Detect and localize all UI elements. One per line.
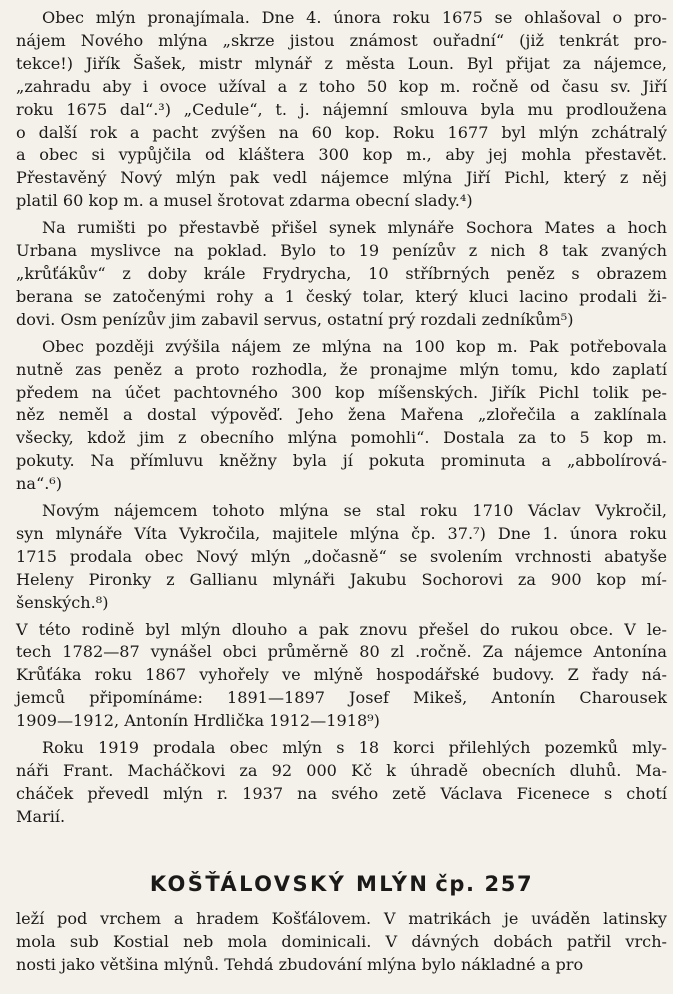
text-line: předem na účet pachtovného 300 kop míšenských. Jiřík Pichl tolik pe-	[16, 382, 667, 402]
text-line: syn mlynáře Víta Vykročila, majitele mlýna čp. 37.⁷) Dne 1. února roku	[16, 523, 667, 543]
text-line: mola sub Kostial neb mola dominicali. V dávných dobách patřil vrch-	[16, 931, 667, 951]
text-line: a obec si vypůjčila od kláštera 300 kop m., aby jej mohla přestavět.	[16, 145, 667, 165]
paragraph	[16, 500, 667, 615]
text-line: o další rok a pacht zvýšen na 60 kop. Roku 1677 byl mlýn zchátralý	[16, 122, 667, 142]
text-line: něz neměl a dostal výpověď. Jeho žena Mařena „zlořečila a zaklínala	[16, 405, 667, 425]
text-line: dovi. Osm penízův jim zabavil servus, ostatní prý rozdali zedníkům⁵)	[16, 309, 574, 329]
text-line: šenských.⁸)	[16, 592, 109, 612]
text-line: berana se zatočenými rohy a 1 český tolar, který kluci lacino prodali ži-	[16, 286, 667, 306]
text-line: nájem Nového mlýna „skrze jistou známost ouřadní“ (již tenkrát pro-	[16, 30, 667, 50]
section-title: KOŠŤÁLOVSKÝ MLÝN	[149, 871, 430, 896]
text-line: pokuty. Na přímluvu kněžny byla jí pokuta prominuta a „abbolírová-	[16, 451, 667, 471]
paragraph	[16, 336, 667, 496]
text-line: Na rumišti po přestavbě přišel synek mlynáře Sochora Mates a hoch	[42, 218, 667, 238]
text-line: všecky, kdož jim z obecního mlýna pomohli“. Dostala za to 5 kop m.	[16, 428, 667, 448]
text-line: Heleny Pironky z Gallianu mlynáři Jakubu Sochorovi za 900 kop mí-	[16, 569, 667, 589]
text-line: jemců připomínáme: 1891—1897 Josef Mikeš, Antonín Charousek	[16, 688, 667, 708]
text-line: na“.⁶)	[16, 474, 63, 494]
text-line: Obec mlýn pronajímala. Dne 4. února roku 1675 se ohlašoval o pro-	[42, 8, 667, 27]
text-line: náři Frant. Macháčkovi za 92 000 Kč k úhradě obecních dluhů. Ma-	[16, 761, 667, 780]
paragraph	[16, 908, 667, 977]
text-line: leží pod vrchem a hradem Košťálovem. V matrikách je uváděn latinsky	[16, 908, 667, 928]
text-line: Obec později zvýšila nájem ze mlýna na 100 kop m. Pak potřebovala	[42, 336, 667, 356]
text-line: Roku 1919 prodala obec mlýn s 18 korci přilehlých pozemků mly-	[42, 738, 667, 758]
section-house-number: čp. 257	[435, 871, 534, 896]
paragraph	[16, 737, 667, 829]
text-line: 1909—1912, Antonín Hrdlička 1912—1918⁹)	[16, 711, 380, 731]
text-line: nutně zas peněz a proto rozhodla, že pronajme mlýn tomu, kdo zaplatí	[16, 359, 667, 379]
text-line: tekce!) Jiřík Šašek, mistr mlynář z města Loun. Byl přijat za nájemce,	[16, 53, 667, 73]
body-text	[16, 7, 667, 829]
paragraph	[16, 7, 667, 213]
text-line: Novým nájemcem tohoto mlýna se stal roku 1710 Václav Vykročil,	[42, 501, 667, 521]
text-line: V této rodině byl mlýn dlouho a pak znovu přešel do rukou obce. V le-	[16, 619, 667, 639]
text-line: „krůťákův“ z doby krále Frydrycha, 10 stříbrných peněz s obrazem	[16, 263, 667, 283]
text-line: tech 1782—87 vynášel obci průměrně 80 zl .ročně. Za nájemce Antonína	[16, 642, 667, 662]
text-line: cháček převedl mlýn r. 1937 na svého zetě Václava Ficenece s chotí	[16, 783, 667, 803]
text-line: Urbana myslivce na poklad. Bylo to 19 penízův z nich 8 tak zvaných	[16, 241, 667, 261]
paragraph	[16, 217, 667, 332]
text-line: 1715 prodala obec Nový mlýn „dočasně“ se svolením vrchnosti abatyše	[16, 546, 667, 566]
text-line: Přestavěný Nový mlýn pak vedl nájemce mlýna Jiří Pichl, který z něj	[16, 168, 667, 188]
text-line: Marií.	[16, 806, 66, 826]
final-text	[16, 908, 667, 977]
section-heading	[16, 872, 667, 896]
text-line: roku 1675 dal“.³) „Cedule“, t. j. nájemní smlouva byla mu prodloužena	[16, 99, 667, 119]
paragraph	[16, 619, 667, 734]
text-line: platil 60 kop m. a musel šrotovat zdarma obecní slady.⁴)	[16, 191, 473, 211]
text-line: nosti jako většina mlýnů. Tehdá zbudování mlýna bylo nákladné a pro	[16, 954, 584, 974]
text-line: „zahradu aby i ovoce užíval a z toho 50 kop m. ročně od času sv. Jiří	[16, 76, 667, 96]
text-line: Krůťáka roku 1867 vyhořely ve mlýně hospodářské budovy. Z řady ná-	[16, 665, 667, 685]
